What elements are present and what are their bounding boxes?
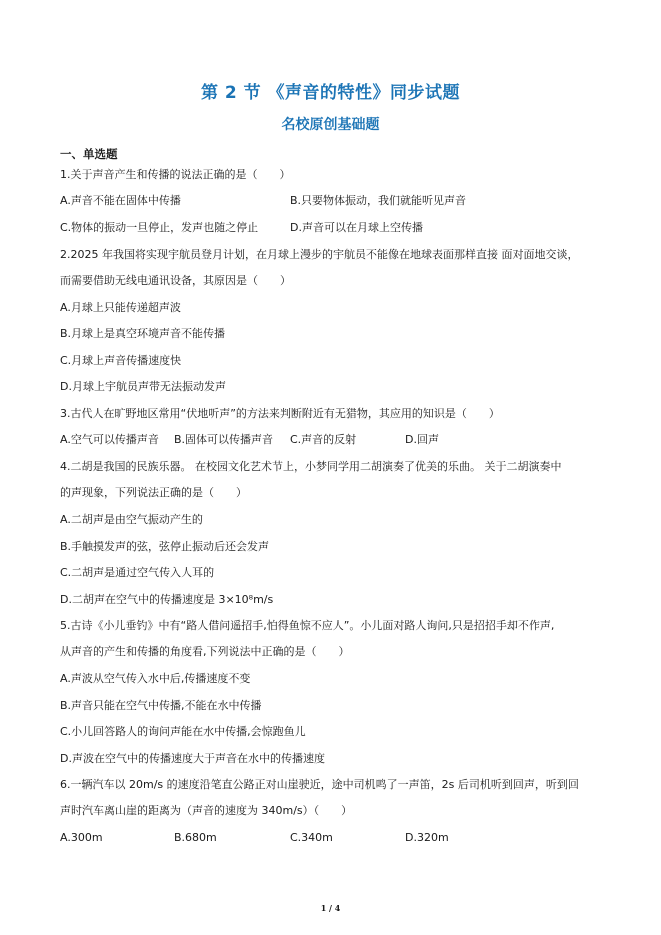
question-2-stem-line-2: 而需要借助无线电通讯设备，其原因是（ ） bbox=[60, 274, 291, 287]
question-1-stem: 1.关于声音产生和传播的说法正确的是（ ） bbox=[60, 168, 291, 181]
question-4-option-b: B.手触摸发声的弦，弦停止振动后还会发声 bbox=[60, 540, 270, 553]
question-1-option-a: A.声音不能在固体中传播 bbox=[60, 194, 181, 207]
question-3-option-b: B.固体可以传播声音 bbox=[174, 433, 274, 446]
question-6-option-b: B.680m bbox=[174, 831, 217, 844]
question-2-option-a: A.月球上只能传递超声波 bbox=[60, 301, 181, 314]
question-5-option-d: D.声波在空气中的传播速度大于声音在水中的传播速度 bbox=[60, 752, 325, 765]
question-3-option-a: A.空气可以传播声音 bbox=[60, 433, 159, 446]
question-1-option-d: D.声音可以在月球上空传播 bbox=[290, 221, 423, 234]
question-1-option-c: C.物体的振动一旦停止，发声也随之停止 bbox=[60, 221, 259, 234]
question-5-stem-line-2: 从声音的产生和传播的角度看,下列说法中正确的是（ ） bbox=[60, 645, 350, 658]
question-6-stem-line-1: 6.一辆汽车以 20m/s 的速度沿笔直公路正对山崖驶近，途中司机鸣了一声笛，2s 后司机听到回声，听到回 bbox=[60, 778, 579, 791]
section-heading: 一、单选题 bbox=[60, 147, 118, 161]
question-4-option-c: C.二胡声是通过空气传入人耳的 bbox=[60, 566, 215, 579]
question-3-stem: 3.古代人在旷野地区常用“伏地听声”的方法来判断附近有无猎物，其应用的知识是（ ） bbox=[60, 407, 500, 420]
question-6-stem-line-2: 声时汽车离山崖的距离为（声音的速度为 340m/s）（ ） bbox=[60, 804, 353, 817]
question-4-stem-line-2: 的声现象，下列说法正确的是（ ） bbox=[60, 486, 247, 499]
page-title: 第 2 节 《声音的特性》同步试题 bbox=[200, 83, 461, 103]
question-4-option-d: D.二胡声在空气中的传播速度是 3×10⁸m/s bbox=[60, 593, 274, 606]
question-4-stem-line-1: 4.二胡是我国的民族乐器。 在校园文化艺术节上，小梦同学用二胡演奏了优美的乐曲。 关于二胡演奏中 bbox=[60, 460, 562, 473]
question-2-option-c: C.月球上声音传播速度快 bbox=[60, 354, 182, 367]
question-6-option-d: D.320m bbox=[405, 831, 449, 844]
question-6-option-a: A.300m bbox=[60, 831, 103, 844]
question-5-option-c: C.小儿回答路人的询问声能在水中传播,会惊跑鱼儿 bbox=[60, 725, 306, 738]
question-3-option-c: C.声音的反射 bbox=[290, 433, 357, 446]
question-5-option-b: B.声音只能在空气中传播,不能在水中传播 bbox=[60, 699, 262, 712]
question-2-option-d: D.月球上宇航员声带无法振动发声 bbox=[60, 380, 226, 393]
question-1-option-b: B.只要物体振动，我们就能听见声音 bbox=[290, 194, 467, 207]
question-2-option-b: B.月球上是真空环境声音不能传播 bbox=[60, 327, 226, 340]
page-number: 1 / 4 bbox=[320, 903, 341, 913]
question-2-stem-line-1: 2.2025 年我国将实现宇航员登月计划，在月球上漫步的宇航员不能像在地球表面那样直接 面对面地交谈， bbox=[60, 248, 579, 261]
question-5-option-a: A.声波从空气传入水中后,传播速度不变 bbox=[60, 672, 251, 685]
question-5-stem-line-1: 5.古诗《小儿垂钓》中有“路人借问遥招手,怕得鱼惊不应人”。小儿面对路人询问,只是招招手却不作声, bbox=[60, 619, 555, 632]
question-3-option-d: D.回声 bbox=[405, 433, 439, 446]
question-4-option-a: A.二胡声是由空气振动产生的 bbox=[60, 513, 203, 526]
question-6-option-c: C.340m bbox=[290, 831, 333, 844]
page-subtitle: 名校原创基础题 bbox=[281, 117, 380, 133]
